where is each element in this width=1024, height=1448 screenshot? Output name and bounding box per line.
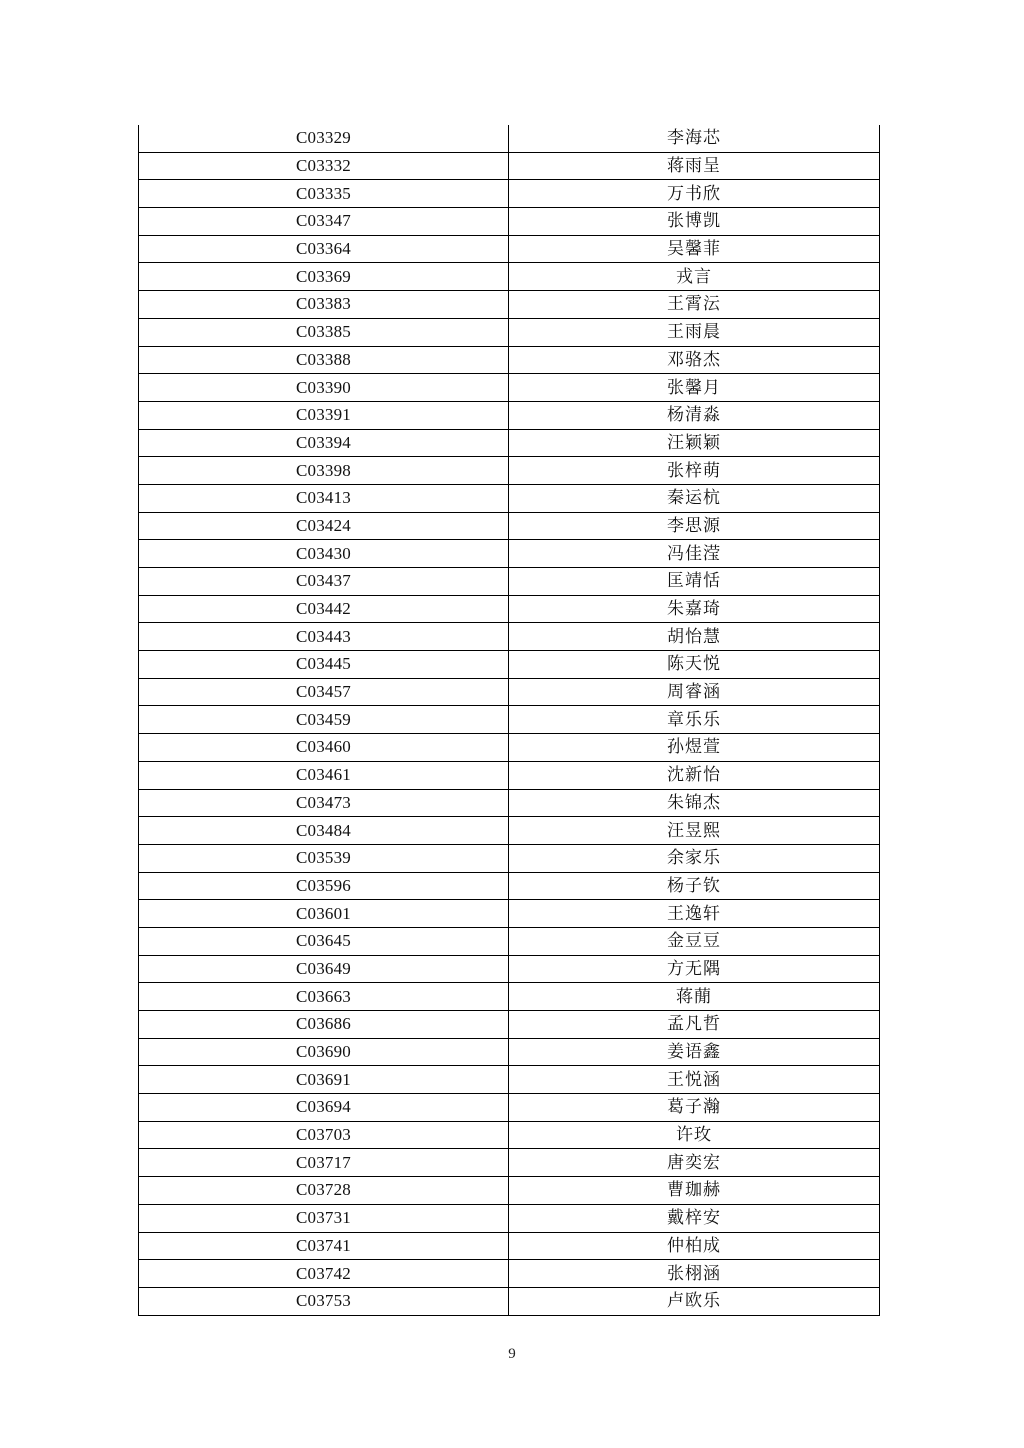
student-id-cell: C03645: [139, 927, 509, 955]
student-id-cell: C03596: [139, 872, 509, 900]
student-id-cell: C03741: [139, 1232, 509, 1260]
table-row: [139, 1287, 880, 1315]
student-name-cell: 蒋蕑: [509, 983, 880, 1011]
student-name-cell: 王霄沄: [509, 291, 880, 319]
roster-table-body: [139, 125, 880, 1315]
table-row: [139, 734, 880, 762]
table-row: [139, 789, 880, 817]
student-id-cell: C03430: [139, 540, 509, 568]
table-row: [139, 1260, 880, 1288]
student-name-cell: 姜语鑫: [509, 1038, 880, 1066]
student-name-cell: 秦运杭: [509, 484, 880, 512]
student-id-cell: C03601: [139, 900, 509, 928]
student-name-cell: 葛子瀚: [509, 1094, 880, 1122]
student-name-cell: 朱锦杰: [509, 789, 880, 817]
student-id-cell: C03364: [139, 235, 509, 263]
student-name-cell: 孟凡哲: [509, 1011, 880, 1039]
student-id-cell: C03445: [139, 651, 509, 679]
student-id-cell: C03390: [139, 374, 509, 402]
table-row: [139, 817, 880, 845]
table-row: [139, 263, 880, 291]
student-id-cell: C03394: [139, 429, 509, 457]
student-name-cell: 吴馨菲: [509, 235, 880, 263]
table-row: [139, 152, 880, 180]
student-id-cell: C03484: [139, 817, 509, 845]
student-id-cell: C03347: [139, 208, 509, 236]
table-row: [139, 484, 880, 512]
student-name-cell: 李思源: [509, 512, 880, 540]
table-row: [139, 761, 880, 789]
student-name-cell: 匡靖恬: [509, 568, 880, 596]
table-row: [139, 595, 880, 623]
student-name-cell: 陈天悦: [509, 651, 880, 679]
table-row: [139, 540, 880, 568]
table-row: [139, 208, 880, 236]
student-name-cell: 章乐乐: [509, 706, 880, 734]
table-row: [139, 1094, 880, 1122]
student-id-cell: C03753: [139, 1287, 509, 1315]
table-row: [139, 1204, 880, 1232]
student-id-cell: C03457: [139, 678, 509, 706]
student-name-cell: 冯佳滢: [509, 540, 880, 568]
student-name-cell: 沈新怡: [509, 761, 880, 789]
student-id-cell: C03388: [139, 346, 509, 374]
table-row: [139, 429, 880, 457]
student-name-cell: 张博凯: [509, 208, 880, 236]
table-row: [139, 291, 880, 319]
student-name-cell: 张梓萌: [509, 457, 880, 485]
table-row: [139, 512, 880, 540]
table-row: [139, 983, 880, 1011]
table-row: [139, 1177, 880, 1205]
table-row: [139, 955, 880, 983]
table-row: [139, 1232, 880, 1260]
student-id-cell: C03473: [139, 789, 509, 817]
student-id-cell: C03539: [139, 844, 509, 872]
student-id-cell: C03391: [139, 401, 509, 429]
student-name-cell: 汪昱熙: [509, 817, 880, 845]
table-row: [139, 900, 880, 928]
student-id-cell: C03332: [139, 152, 509, 180]
student-id-cell: C03742: [139, 1260, 509, 1288]
table-row: [139, 927, 880, 955]
student-id-cell: C03461: [139, 761, 509, 789]
table-row: [139, 844, 880, 872]
student-id-cell: C03424: [139, 512, 509, 540]
student-name-cell: 戎言: [509, 263, 880, 291]
student-id-cell: C03649: [139, 955, 509, 983]
table-row: [139, 678, 880, 706]
student-id-cell: C03717: [139, 1149, 509, 1177]
table-row: [139, 1011, 880, 1039]
student-name-cell: 邓骆杰: [509, 346, 880, 374]
student-name-cell: 方无隅: [509, 955, 880, 983]
student-id-cell: C03663: [139, 983, 509, 1011]
student-id-cell: C03728: [139, 1177, 509, 1205]
table-row: [139, 706, 880, 734]
student-name-cell: 张馨月: [509, 374, 880, 402]
student-id-cell: C03694: [139, 1094, 509, 1122]
table-row: [139, 1038, 880, 1066]
student-name-cell: 卢欧乐: [509, 1287, 880, 1315]
student-name-cell: 万书欣: [509, 180, 880, 208]
table-row: [139, 125, 880, 152]
page-number: 9: [508, 1346, 516, 1362]
student-name-cell: 唐奕宏: [509, 1149, 880, 1177]
student-id-cell: C03385: [139, 318, 509, 346]
student-name-cell: 杨子钦: [509, 872, 880, 900]
table-row: [139, 457, 880, 485]
student-id-cell: C03383: [139, 291, 509, 319]
student-id-cell: C03731: [139, 1204, 509, 1232]
table-row: [139, 235, 880, 263]
student-id-cell: C03329: [139, 125, 509, 152]
table-row: [139, 1149, 880, 1177]
student-name-cell: 余家乐: [509, 844, 880, 872]
table-row: [139, 872, 880, 900]
table-row: [139, 401, 880, 429]
table-row: [139, 318, 880, 346]
student-name-cell: 杨清淼: [509, 401, 880, 429]
table-row: [139, 1066, 880, 1094]
student-name-cell: 胡怡慧: [509, 623, 880, 651]
student-id-cell: C03437: [139, 568, 509, 596]
table-row: [139, 346, 880, 374]
student-id-cell: C03460: [139, 734, 509, 762]
student-name-cell: 王雨晨: [509, 318, 880, 346]
table-row: [139, 1121, 880, 1149]
student-id-cell: C03398: [139, 457, 509, 485]
student-id-cell: C03413: [139, 484, 509, 512]
student-name-cell: 曹珈赫: [509, 1177, 880, 1205]
student-name-cell: 孙煜萱: [509, 734, 880, 762]
student-name-cell: 金豆豆: [509, 927, 880, 955]
student-name-cell: 张栩涵: [509, 1260, 880, 1288]
table-row: [139, 651, 880, 679]
student-name-cell: 仲柏成: [509, 1232, 880, 1260]
student-name-cell: 蒋雨呈: [509, 152, 880, 180]
table-row: [139, 374, 880, 402]
student-name-cell: 汪颖颖: [509, 429, 880, 457]
student-id-cell: C03369: [139, 263, 509, 291]
student-id-cell: C03335: [139, 180, 509, 208]
student-id-cell: C03703: [139, 1121, 509, 1149]
student-name-cell: 周睿涵: [509, 678, 880, 706]
student-name-cell: 王逸轩: [509, 900, 880, 928]
student-id-cell: C03691: [139, 1066, 509, 1094]
student-id-cell: C03686: [139, 1011, 509, 1039]
student-id-cell: C03443: [139, 623, 509, 651]
student-name-cell: 戴梓安: [509, 1204, 880, 1232]
student-id-cell: C03690: [139, 1038, 509, 1066]
table-row: [139, 623, 880, 651]
student-id-cell: C03459: [139, 706, 509, 734]
roster-table: [138, 125, 880, 1316]
student-name-cell: 李海芯: [509, 125, 880, 152]
table-row: [139, 568, 880, 596]
student-id-cell: C03442: [139, 595, 509, 623]
student-name-cell: 许玫: [509, 1121, 880, 1149]
student-name-cell: 王悦涵: [509, 1066, 880, 1094]
student-name-cell: 朱嘉琦: [509, 595, 880, 623]
table-row: [139, 180, 880, 208]
